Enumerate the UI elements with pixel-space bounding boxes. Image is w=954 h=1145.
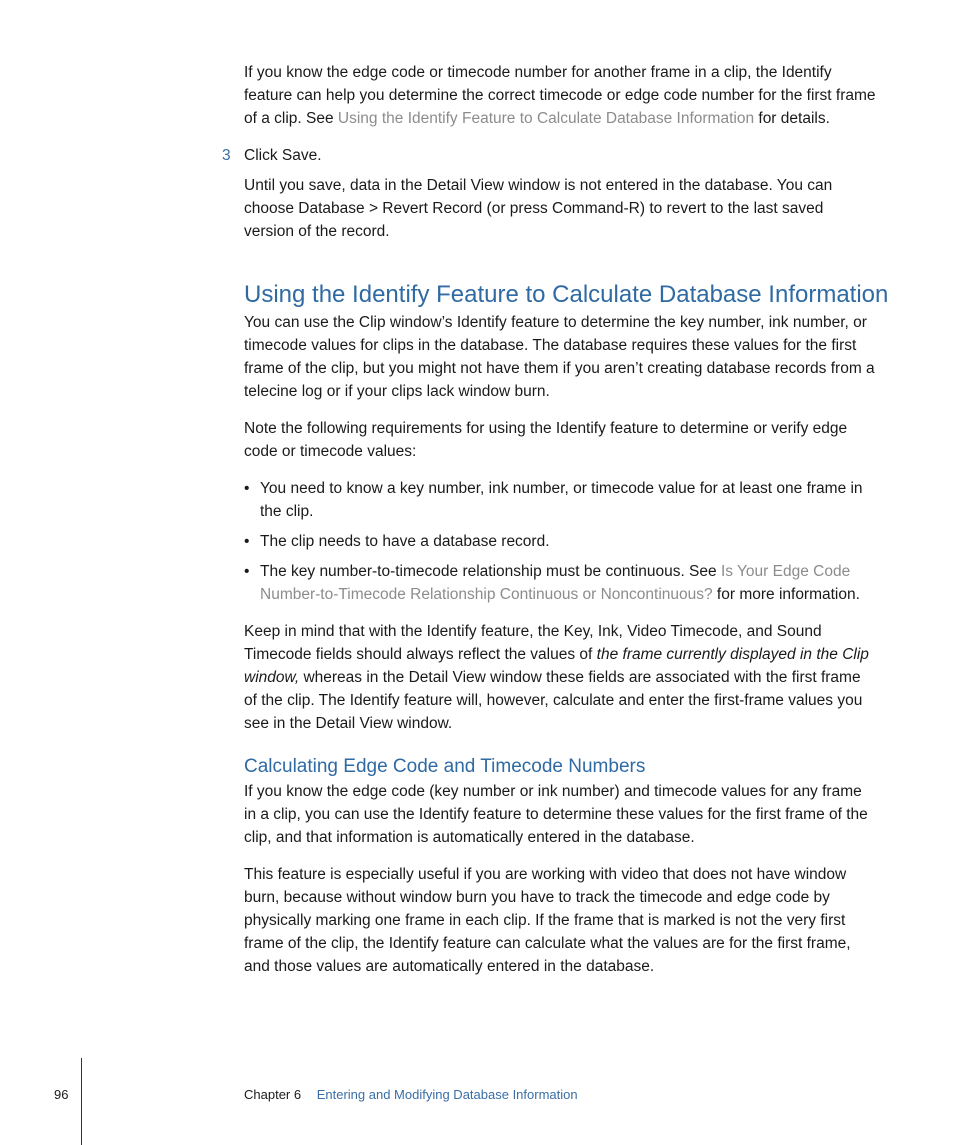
section-heading-identify: Using the Identify Feature to Calculate Database Information bbox=[244, 281, 889, 308]
identify-intro-paragraph: You can use the Clip window’s Identify feature to determine the key number, ink number, or timecode values for clips in the database. The database requires these values for the first frame of the clip, but you might not have them if you aren’t creating database records from a telecine log or if your clips lack window burn. bbox=[244, 314, 875, 400]
bullet-glyph: • bbox=[244, 533, 250, 550]
list-item bbox=[244, 560, 876, 606]
intro-text-end: for details. bbox=[754, 110, 830, 127]
link-identify-feature[interactable]: Using the Identify Feature to Calculate Database Information bbox=[337, 110, 755, 127]
step-text: Click Save. bbox=[244, 147, 322, 164]
intro-text: If you know the edge code or timecode number for another frame in a clip, the Identify feature can help you determine the correct timecode or edge code number for the first frame of a clip. See bbox=[244, 64, 876, 127]
bullet-glyph: • bbox=[244, 480, 250, 497]
list-item bbox=[244, 530, 876, 553]
page-body bbox=[222, 61, 889, 992]
save-note-paragraph: Until you save, data in the Detail View window is not entered in the database. You can choose Database > Revert Record (or press Command-R) to revert to the last saved version of the record. bbox=[244, 177, 833, 240]
step-3 bbox=[222, 144, 876, 167]
footer-divider bbox=[81, 1058, 82, 1145]
list-item-text: The clip needs to have a database record. bbox=[260, 533, 550, 550]
requirements-paragraph: Note the following requirements for using the Identify feature to determine or verify edge code or timecode values: bbox=[244, 420, 848, 460]
calculating-paragraph-1: If you know the edge code (key number or ink number) and timecode values for any frame in a clip, you can use the Identify feature to determine these values for the first frame of the clip, and that information is automatically entered in the database. bbox=[244, 783, 868, 846]
calculating-paragraph-2: This feature is especially useful if you are working with video that does not have window burn, because without window burn you have to track the timecode and edge code by physically marking one frame in each clip. If the frame that is marked is not the very first frame of the clip, the Identify feature can calculate what the values are for the first frame, and those values are automatically entered in the database. bbox=[244, 866, 851, 975]
list-item-text: You need to know a key number, ink number, or timecode value for at least one frame in the clip. bbox=[260, 480, 863, 520]
list-item-text-end: for more information. bbox=[712, 586, 860, 603]
step-number: 3 bbox=[222, 147, 231, 164]
list-item bbox=[244, 477, 876, 523]
keep-in-mind-emphasis: the frame currently displayed in the Clip window, bbox=[244, 646, 869, 686]
subsection-heading-calculating: Calculating Edge Code and Timecode Numbers bbox=[244, 756, 646, 777]
keep-in-mind-text-end: whereas in the Detail View window these fields are associated with the first frame of the clip. The Identify feature will, however, calculate and enter the first-frame values you see in the Detail View window. bbox=[244, 669, 863, 732]
footer-chapter-label: Chapter 6 bbox=[244, 1087, 302, 1102]
footer-chapter-title: Entering and Modifying Database Information bbox=[316, 1087, 578, 1102]
list-item-text: The key number-to-timecode relationship must be continuous. See bbox=[260, 563, 721, 580]
requirements-list bbox=[244, 477, 876, 606]
running-footer bbox=[244, 1086, 578, 1104]
link-edge-code-relationship[interactable]: Is Your Edge Code Number-to-Timecode Relationship Continuous or Noncontinuous? bbox=[260, 563, 851, 603]
keep-in-mind-paragraph bbox=[244, 620, 876, 735]
bullet-glyph: • bbox=[244, 563, 250, 580]
keep-in-mind-text: Keep in mind that with the Identify feature, the Key, Ink, Video Timecode, and Sound Timecode fields should always reflect the values of bbox=[244, 623, 822, 663]
intro-paragraph bbox=[244, 61, 876, 130]
page-number: 96 bbox=[54, 1087, 69, 1102]
